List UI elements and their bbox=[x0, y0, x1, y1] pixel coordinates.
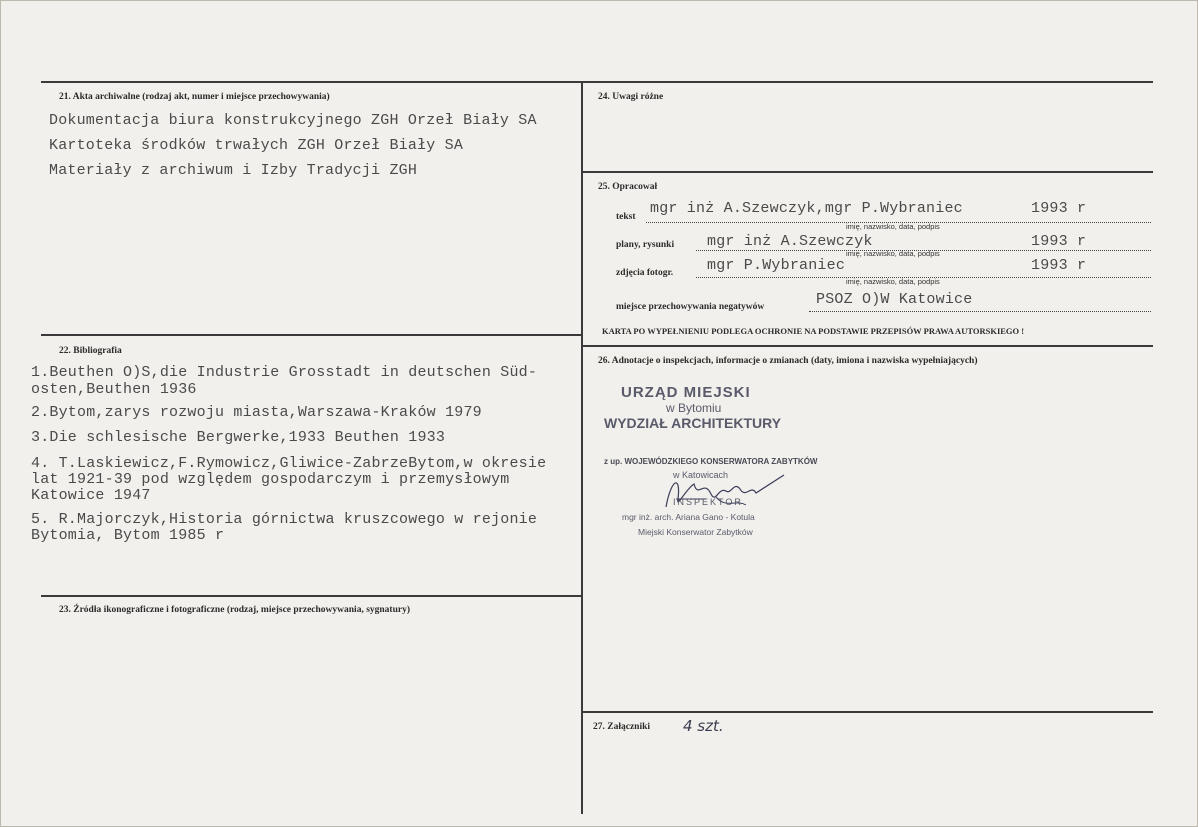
negatives-location-label: miejsce przechowywania negatywów bbox=[616, 302, 765, 312]
office-stamp-line: URZĄD MIEJSKI bbox=[621, 384, 751, 401]
rule-24-25 bbox=[583, 171, 1153, 173]
text-author-label: tekst bbox=[616, 212, 636, 222]
photos-author-year: 1993 r bbox=[1031, 257, 1087, 274]
bibliography-line: 1.Beuthen O)S,die Industrie Grosstadt in deutschen Süd- bbox=[31, 364, 538, 381]
rule-21-22 bbox=[41, 334, 581, 336]
text-author-year: 1993 r bbox=[1031, 200, 1087, 217]
photos-author-label: zdjęcia fotogr. bbox=[616, 268, 674, 278]
section-24-label: 24. Uwagi różne bbox=[598, 92, 664, 102]
conservator-stamp-line: INSPEKTOR bbox=[673, 497, 743, 507]
archive-line: Dokumentacja biura konstrukcyjnego ZGH Orzeł Biały SA bbox=[49, 112, 537, 129]
bibliography-line: 3.Die schlesische Bergwerke,1933 Beuthen 1933 bbox=[31, 429, 446, 446]
field-hint: imię, nazwisko, data, podpis bbox=[846, 277, 940, 286]
attachments-count: 4 szt. bbox=[683, 717, 724, 735]
rule-25-26 bbox=[583, 345, 1153, 347]
archive-line: Kartoteka środków trwałych ZGH Orzeł Biały SA bbox=[49, 137, 464, 154]
top-rule bbox=[41, 81, 1153, 83]
section-23-label: 23. Źródła ikonograficzne i fotograficzne (rodzaj, miejsce przechowywania, sygnatury) bbox=[59, 605, 411, 615]
bibliography-line: Bytomia, Bytom 1985 r bbox=[31, 527, 225, 544]
archive-line: Materiały z archiwum i Izby Tradycji ZGH bbox=[49, 162, 418, 179]
drawings-author-value: mgr inż A.Szewczyk bbox=[707, 233, 873, 250]
conservator-stamp-line: Miejski Konserwator Zabytków bbox=[638, 527, 753, 537]
section-25-label: 25. Opracował bbox=[598, 182, 658, 192]
section-21-label: 21. Akta archiwalne (rodzaj akt, numer i miejsce przechowywania) bbox=[59, 92, 330, 102]
conservator-stamp-line: w Katowicach bbox=[673, 470, 729, 480]
photos-author-value: mgr P.Wybraniec bbox=[707, 257, 846, 274]
field-hint: imię, nazwisko, data, podpis bbox=[846, 249, 940, 258]
signature-icon bbox=[656, 469, 791, 514]
section-26-label: 26. Adnotacje o inspekcjach, informacje o zmianach (daty, imiona i nazwiska wypełniających) bbox=[598, 356, 978, 366]
bibliography-line: lat 1921-39 pod względem gospodarczym i przemysłowym bbox=[31, 471, 510, 488]
field-hint: imię, nazwisko, data, podpis bbox=[846, 222, 940, 231]
center-divider bbox=[581, 81, 583, 814]
section-27-label: 27. Załączniki bbox=[593, 722, 651, 732]
conservator-stamp-line: mgr inż. arch. Ariana Gano - Kotula bbox=[622, 512, 755, 522]
dotted-line bbox=[809, 311, 1151, 312]
rule-26-27 bbox=[583, 711, 1153, 713]
bibliography-line: Katowice 1947 bbox=[31, 487, 151, 504]
bibliography-line: 5. R.Majorczyk,Historia górnictwa kruszcowego w rejonie bbox=[31, 511, 538, 528]
bibliography-line: 4. T.Laskiewicz,F.Rymowicz,Gliwice-ZabrzeBytom,w okresie bbox=[31, 455, 547, 472]
office-stamp-line: WYDZIAŁ ARCHITEKTURY bbox=[604, 415, 782, 431]
conservator-stamp-line: z up. WOJEWÓDZKIEGO KONSERWATORA ZABYTKÓW bbox=[604, 457, 818, 466]
bibliography-line: osten,Beuthen 1936 bbox=[31, 381, 197, 398]
section-22-label: 22. Bibliografia bbox=[59, 346, 122, 356]
negatives-location-value: PSOZ O)W Katowice bbox=[816, 291, 973, 308]
drawings-author-label: plany, rysunki bbox=[616, 240, 675, 250]
drawings-author-year: 1993 r bbox=[1031, 233, 1087, 250]
rule-22-23 bbox=[41, 595, 581, 597]
bibliography-line: 2.Bytom,zarys rozwoju miasta,Warszawa-Kraków 1979 bbox=[31, 404, 482, 421]
copyright-notice: KARTA PO WYPEŁNIENIU PODLEGA OCHRONIE NA PODSTAWIE PRZEPISÓW PRAWA AUTORSKIEGO ! bbox=[602, 326, 1025, 336]
text-author-value: mgr inż A.Szewczyk,mgr P.Wybraniec bbox=[650, 200, 963, 217]
office-stamp-line: w Bytomiu bbox=[666, 401, 722, 415]
